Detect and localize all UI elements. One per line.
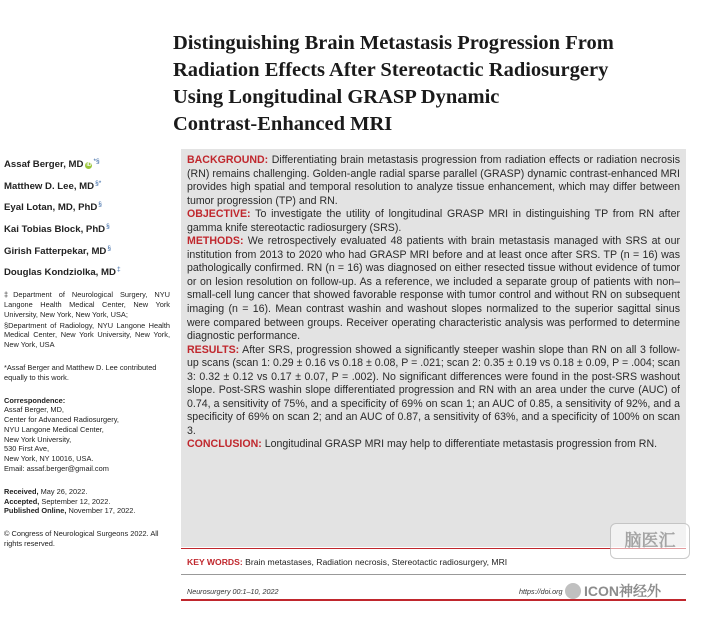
author[interactable]: Matthew D. Lee, MD§* xyxy=(4,179,102,192)
journal-citation: Neurosurgery 00:1–10, 2022 xyxy=(187,587,279,596)
section-label: RESULTS: xyxy=(187,343,240,356)
article-title xyxy=(173,30,693,138)
abstract-conclusion: CONCLUSION: Longitudinal GRASP MRI may help to differentiate metastasis progression from RN. xyxy=(187,438,658,451)
section-label: METHODS: xyxy=(187,235,244,248)
orcid-icon[interactable]: iD xyxy=(86,162,92,169)
abstract-background: BACKGROUND: Differentiating brain metastasis progression from radiation effects or radiation necrosis (RN) remains challenging. Golden-angle radial sparse parallel (GRASP) dynamic contrast-enhanced MRI provides high spatial and temporal resolution to analyze tissue enhancement, which may differ between tumor progression (TP) and RN. xyxy=(187,154,681,207)
author[interactable]: Douglas Kondziolka, MD‡ xyxy=(4,266,121,279)
date-accepted: Accepted, September 12, 2022. xyxy=(4,496,111,506)
author-sup: ‡ xyxy=(116,266,121,274)
section-label: CONCLUSION: xyxy=(187,438,262,451)
title-line: Contrast-Enhanced MRI xyxy=(173,113,393,135)
correspondence-line: NYU Langone Medical Center, xyxy=(4,424,104,434)
sidebar xyxy=(4,153,170,549)
abstract-objective: OBJECTIVE: To investigate the utility of longitudinal GRASP MRI in distinguishing TP from RN after gamma knife stereotactic radiosurgery (SRS). xyxy=(187,208,680,234)
wechat-icon xyxy=(565,583,581,599)
affiliations xyxy=(4,290,170,350)
title-line: Using Longitudinal GRASP Dynamic xyxy=(173,86,500,108)
correspondence-line: New York, NY 10016, USA. xyxy=(4,454,94,464)
author-list xyxy=(4,153,170,283)
keywords-text: Brain metastases, Radiation necrosis, Stereotactic radiosurgery, MRI xyxy=(245,557,508,567)
title-line: Radiation Effects After Stereotactic Radiosurgery xyxy=(173,59,609,81)
author-sup: §* xyxy=(95,179,102,187)
correspondence xyxy=(4,396,170,474)
watermark-logo: 脑医汇 xyxy=(610,523,690,559)
date-published: Published Online, November 17, 2022. xyxy=(4,506,136,516)
correspondence-line: Center for Advanced Radiosurgery, xyxy=(4,415,119,425)
doi-link[interactable]: https://doi.org xyxy=(519,587,563,596)
section-label: BACKGROUND: xyxy=(187,154,269,166)
correspondence-line: 530 First Ave, xyxy=(4,444,50,454)
watermark-account: ICON神经外 xyxy=(565,579,700,603)
section-label: OBJECTIVE: xyxy=(187,208,251,221)
correspondence-email[interactable]: Email: assaf.berger@gmail.com xyxy=(4,464,109,474)
affiliation: ‡Department of Neurological Surgery, NYU Langone Health Medical Center, New York University, New York, New York, USA; xyxy=(4,290,170,319)
author[interactable]: Kai Tobias Block, PhD§ xyxy=(4,223,110,236)
correspondence-line: Assaf Berger, MD, xyxy=(4,405,64,415)
publication-dates xyxy=(4,487,170,516)
abstract-box xyxy=(181,149,686,547)
author[interactable]: Eyal Lotan, MD, PhD§ xyxy=(4,201,102,214)
abstract-methods: METHODS: We retrospectively evaluated 48 patients with brain metastasis managed with SRS at our institution from 2013 to 2020 who had GRASP MRI before and at least once after SRS. TP (n = 16) was pathologically confirmed. RN (n = 16) was diagnosed on either resected tissue without evidence of tumor or on lesion resolution on follow-up. As a reference, we included a separate group of patients with non–small-cell lung cancer that showed favorable response with tumor control and without RN on subsequent imaging (n = 16). Mean contrast washin and washout slopes normalized to the superior sagittal sinus were compared between groups. Receiver operating characteristic analysis was performed to determine diagnostic performance. xyxy=(187,235,680,343)
correspondence-line: New York University, xyxy=(4,434,72,444)
keywords-label: KEY WORDS: xyxy=(187,557,243,567)
author-sup: § xyxy=(106,223,110,231)
author[interactable]: Assaf Berger, MD iD*§ xyxy=(4,158,100,171)
affiliation: §Department of Radiology, NYU Langone Health Medical Center, New York University, New York, New York, USA xyxy=(4,320,170,350)
author-sup: § xyxy=(98,201,102,209)
author-sup: *§ xyxy=(93,158,100,165)
date-received: Received, May 26, 2022. xyxy=(4,486,88,496)
equal-contribution-note: *Assaf Berger and Matthew D. Lee contributed equally to this work. xyxy=(4,362,157,382)
author[interactable]: Girish Fatterpekar, MD§ xyxy=(4,244,111,257)
author-sup: § xyxy=(107,244,111,252)
title-line: Distinguishing Brain Metastasis Progression From xyxy=(173,32,614,54)
copyright: © Congress of Neurological Surgeons 2022. All rights reserved. xyxy=(4,529,159,549)
correspondence-heading: Correspondence: xyxy=(4,395,66,405)
abstract-results: RESULTS: After SRS, progression showed a significantly steeper washin slope than RN on all 3 follow-up scans (scan 1: 0.29 ± 0.16 vs 0.18 ± 0.08, P = .021; scan 2: 0.35 ± 0.19 vs 0.18 ± 0.09, P = .004; scan 3: 0.32 ± 0.12 vs 0.17 ± 0.07, P = .002). No significant differences were found in the post-SRS washout slope. Post-SRS washin slope differentiated progression and RN with an area under the curve (AUC) of 0.74, a sensitivity of 75%, and a specificity of 69% on scan 1; an AUC of 0.85, a sensitivity of 92%, and a specificity of 69% on scan 2; and an AUC of 0.87, a sensitivity of 63%, and a specificity of 100% on scan 3. xyxy=(187,343,681,437)
